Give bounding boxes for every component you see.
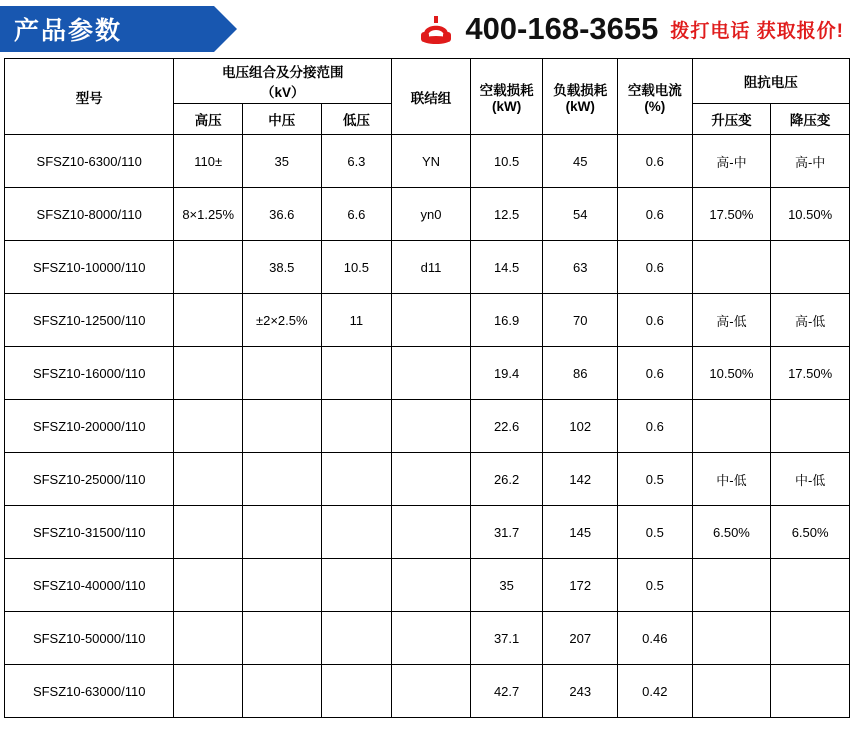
cell-step-up: 高-中 — [692, 135, 771, 188]
cell-step-down — [771, 665, 850, 718]
col-header-no-load-current-unit: (%) — [644, 99, 666, 114]
cell-hv — [174, 506, 243, 559]
cell-hv — [174, 559, 243, 612]
cell-hv: 110± — [174, 135, 243, 188]
cell-mv — [242, 453, 321, 506]
page-subtitle: parameter — [266, 21, 330, 37]
cell-step-up: 10.50% — [692, 347, 771, 400]
col-header-voltage-group — [174, 59, 392, 104]
cell-no-load-loss: 42.7 — [470, 665, 543, 718]
cell-step-up: 中-低 — [692, 453, 771, 506]
cell-mv — [242, 559, 321, 612]
cell-step-down — [771, 612, 850, 665]
cell-no-load-loss: 12.5 — [470, 188, 543, 241]
cell-mv — [242, 400, 321, 453]
cell-no-load-current: 0.6 — [618, 294, 693, 347]
col-header-voltage-group-unit: （kV） — [261, 85, 305, 100]
cell-no-load-loss: 19.4 — [470, 347, 543, 400]
cell-connection — [392, 347, 471, 400]
cell-mv: 38.5 — [242, 241, 321, 294]
cell-model: SFSZ10-16000/110 — [5, 347, 174, 400]
cell-no-load-current: 0.5 — [618, 559, 693, 612]
section-title-banner — [0, 6, 330, 52]
telephone-icon — [419, 12, 453, 46]
cell-load-loss: 70 — [543, 294, 618, 347]
cell-load-loss: 54 — [543, 188, 618, 241]
cell-load-loss: 102 — [543, 400, 618, 453]
cell-no-load-current: 0.6 — [618, 400, 693, 453]
cell-load-loss: 207 — [543, 612, 618, 665]
cell-hv — [174, 612, 243, 665]
cell-step-down: 17.50% — [771, 347, 850, 400]
cell-model: SFSZ10-6300/110 — [5, 135, 174, 188]
cell-step-up — [692, 241, 771, 294]
cell-connection: YN — [392, 135, 471, 188]
cell-mv — [242, 506, 321, 559]
spec-table-container — [0, 58, 850, 718]
cell-hv — [174, 241, 243, 294]
table-row — [5, 453, 850, 506]
cell-load-loss: 63 — [543, 241, 618, 294]
table-row — [5, 400, 850, 453]
cell-load-loss: 172 — [543, 559, 618, 612]
cell-step-up: 6.50% — [692, 506, 771, 559]
cell-no-load-current: 0.6 — [618, 347, 693, 400]
table-row — [5, 559, 850, 612]
col-header-model: 型号 — [5, 59, 174, 135]
cell-model: SFSZ10-25000/110 — [5, 453, 174, 506]
col-header-connection: 联结组 — [392, 59, 471, 135]
cell-no-load-loss: 26.2 — [470, 453, 543, 506]
col-header-no-load-loss-unit: (kW) — [491, 99, 522, 114]
cell-no-load-loss: 16.9 — [470, 294, 543, 347]
cell-lv — [321, 665, 392, 718]
col-header-hv: 高压 — [174, 104, 243, 135]
col-header-load-loss-unit: (kW) — [565, 99, 595, 114]
table-row — [5, 241, 850, 294]
cell-step-up — [692, 559, 771, 612]
cell-step-down — [771, 400, 850, 453]
cta-label[interactable]: 拨打电话 获取报价! — [670, 20, 844, 42]
table-row — [5, 506, 850, 559]
cell-step-down: 高-中 — [771, 135, 850, 188]
cell-connection — [392, 294, 471, 347]
cell-load-loss: 86 — [543, 347, 618, 400]
col-header-no-load-current-title: 空载电流 — [627, 83, 682, 98]
cell-hv — [174, 400, 243, 453]
cell-mv: 35 — [242, 135, 321, 188]
cell-connection — [392, 612, 471, 665]
cell-no-load-current: 0.6 — [618, 188, 693, 241]
cell-no-load-loss: 37.1 — [470, 612, 543, 665]
col-header-no-load-current — [618, 59, 693, 135]
cell-lv — [321, 559, 392, 612]
cell-lv: 6.6 — [321, 188, 392, 241]
cell-step-down: 高-低 — [771, 294, 850, 347]
cell-step-down — [771, 241, 850, 294]
table-body — [5, 135, 850, 718]
cell-lv — [321, 506, 392, 559]
cell-load-loss: 243 — [543, 665, 618, 718]
cell-model: SFSZ10-20000/110 — [5, 400, 174, 453]
cell-lv: 11 — [321, 294, 392, 347]
cell-step-down: 中-低 — [771, 453, 850, 506]
col-header-impedance: 阻抗电压 — [692, 59, 849, 104]
contact-block — [419, 8, 844, 50]
cell-no-load-loss: 22.6 — [470, 400, 543, 453]
phone-number[interactable]: 400-168-3655 — [465, 11, 659, 46]
banner-blue-shape — [0, 6, 214, 52]
cell-connection — [392, 453, 471, 506]
cell-mv: 36.6 — [242, 188, 321, 241]
cell-mv: ±2×2.5% — [242, 294, 321, 347]
col-header-no-load-loss — [470, 59, 543, 135]
cell-mv — [242, 612, 321, 665]
cell-no-load-current: 0.6 — [618, 241, 693, 294]
cell-hv — [174, 294, 243, 347]
col-header-step-up: 升压变 — [692, 104, 771, 135]
col-header-no-load-loss-title: 空载损耗 — [479, 83, 534, 98]
col-header-step-down: 降压变 — [771, 104, 850, 135]
page-header — [0, 0, 850, 58]
table-row — [5, 135, 850, 188]
cell-load-loss: 45 — [543, 135, 618, 188]
col-header-load-loss — [543, 59, 618, 135]
cell-no-load-loss: 31.7 — [470, 506, 543, 559]
col-header-lv: 低压 — [321, 104, 392, 135]
cell-load-loss: 145 — [543, 506, 618, 559]
cell-model: SFSZ10-50000/110 — [5, 612, 174, 665]
cell-model: SFSZ10-63000/110 — [5, 665, 174, 718]
specification-table — [4, 58, 850, 718]
cell-model: SFSZ10-10000/110 — [5, 241, 174, 294]
cell-mv — [242, 347, 321, 400]
cell-step-up — [692, 612, 771, 665]
cell-no-load-current: 0.6 — [618, 135, 693, 188]
cell-model: SFSZ10-8000/110 — [5, 188, 174, 241]
col-header-voltage-group-title: 电压组合及分接范围 — [222, 65, 344, 80]
cell-no-load-current: 0.46 — [618, 612, 693, 665]
cell-model: SFSZ10-31500/110 — [5, 506, 174, 559]
table-row — [5, 665, 850, 718]
cell-load-loss: 142 — [543, 453, 618, 506]
table-row — [5, 612, 850, 665]
cell-mv — [242, 665, 321, 718]
table-header-row-1 — [5, 59, 850, 104]
cell-connection: d11 — [392, 241, 471, 294]
cell-no-load-loss: 14.5 — [470, 241, 543, 294]
cell-no-load-current: 0.42 — [618, 665, 693, 718]
cell-step-down — [771, 559, 850, 612]
cell-lv — [321, 612, 392, 665]
cell-connection: yn0 — [392, 188, 471, 241]
cell-step-up — [692, 665, 771, 718]
cell-connection — [392, 400, 471, 453]
table-row — [5, 188, 850, 241]
col-header-load-loss-title: 负载损耗 — [553, 83, 608, 98]
cell-step-up — [692, 400, 771, 453]
cell-step-down: 6.50% — [771, 506, 850, 559]
cell-lv: 6.3 — [321, 135, 392, 188]
cell-step-down: 10.50% — [771, 188, 850, 241]
cell-hv: 8×1.25% — [174, 188, 243, 241]
cell-hv — [174, 347, 243, 400]
cell-no-load-current: 0.5 — [618, 453, 693, 506]
cell-no-load-loss: 35 — [470, 559, 543, 612]
col-header-mv: 中压 — [242, 104, 321, 135]
cell-hv — [174, 665, 243, 718]
cell-lv — [321, 400, 392, 453]
cell-step-up: 17.50% — [692, 188, 771, 241]
cell-lv — [321, 453, 392, 506]
page-title: 产品参数 — [14, 17, 123, 45]
cell-connection — [392, 665, 471, 718]
cell-no-load-loss: 10.5 — [470, 135, 543, 188]
table-row — [5, 347, 850, 400]
table-row — [5, 294, 850, 347]
cell-lv — [321, 347, 392, 400]
cell-model: SFSZ10-12500/110 — [5, 294, 174, 347]
cell-step-up: 高-低 — [692, 294, 771, 347]
cell-connection — [392, 559, 471, 612]
cell-connection — [392, 506, 471, 559]
cell-no-load-current: 0.5 — [618, 506, 693, 559]
cell-lv: 10.5 — [321, 241, 392, 294]
cell-hv — [174, 453, 243, 506]
cell-model: SFSZ10-40000/110 — [5, 559, 174, 612]
